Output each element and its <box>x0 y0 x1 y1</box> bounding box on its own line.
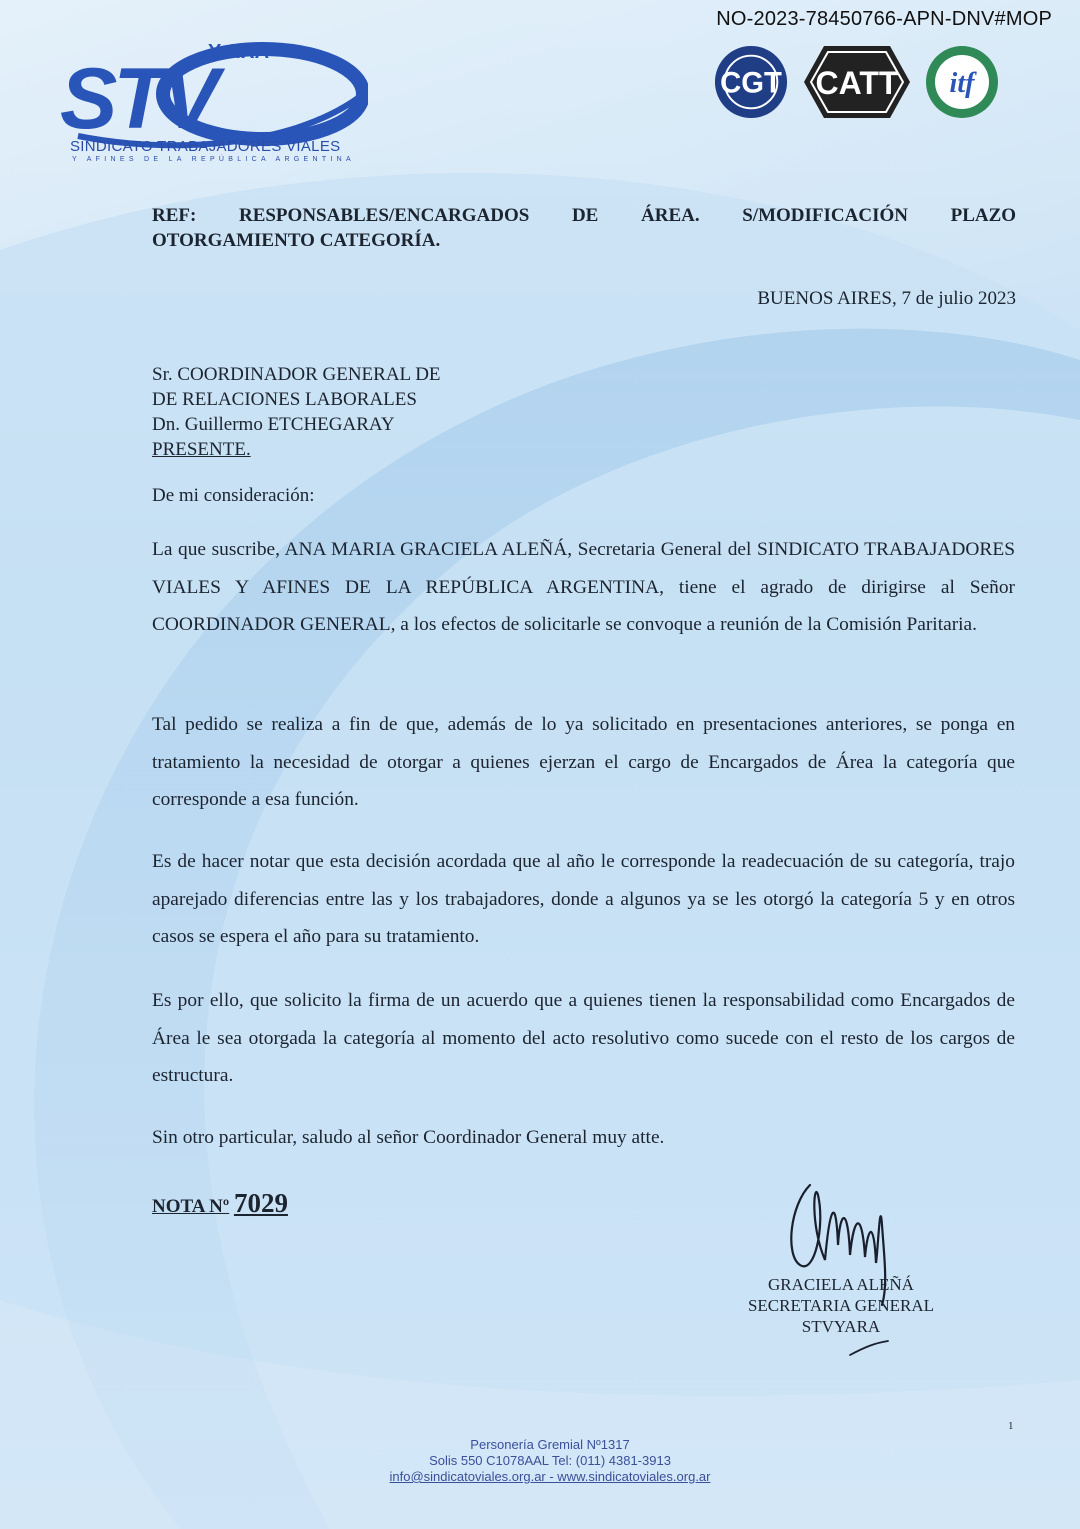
letter-footer <box>300 1437 800 1485</box>
org-name: SINDICATO TRABAJADORES VIALES <box>70 138 341 155</box>
body-paragraph-4: Es por ello, que solicito la firma de un acuerdo que a quienes tienen la responsabilidad como Encargados de Área le sea otorgada la categoría al momento del acto resolutivo como sucede con el resto de los cargos de estructura. <box>152 990 1015 1086</box>
body-paragraph-3: Es de hacer notar que esta decisión acordada que al año le corresponde la readecuación de su categoría, trajo aparejado diferencias entre las y los trabajadores, donde a algunos ya se les otorgó la categoría 5 y en otros casos se espera el año para su tratamiento. <box>152 851 1015 947</box>
reference-word: PLAZO <box>950 205 1017 226</box>
signatory-org: STVYARA <box>801 1317 881 1336</box>
svg-text:CATT: CATT <box>815 65 899 101</box>
closing-line: Sin otro particular, saludo al señor Coordinador General muy atte. <box>152 1127 665 1148</box>
letter-date: BUENOS AIRES, 7 de julio 2023 <box>757 288 1016 309</box>
document-id: NO-2023-78450766-APN-DNV#MOP <box>716 8 1052 30</box>
footer-personeria: Personería Gremial Nº1317 <box>470 1437 630 1452</box>
reference-word: S/MODIFICACIÓN <box>742 205 908 226</box>
reference-label: REF: <box>152 205 197 226</box>
itf-logo-icon <box>924 44 1000 120</box>
footer-address: Solis 550 C1078AAL Tel: (011) 4381-3913 <box>429 1453 671 1468</box>
addressee-line: Sr. COORDINADOR GENERAL DE <box>152 364 441 385</box>
nota-number <box>152 1188 288 1219</box>
svg-text:itf: itf <box>949 68 975 99</box>
greeting: De mi consideración: <box>152 485 315 506</box>
reference-line-1 <box>152 203 1016 228</box>
signatory-title: SECRETARIA GENERAL <box>747 1296 935 1315</box>
svg-text:Y ARA: Y ARA <box>208 41 270 63</box>
addressee-line: DE RELACIONES LABORALES <box>152 389 417 410</box>
footer-contact-links[interactable]: info@sindicatoviales.org.ar - www.sindicatoviales.org.ar <box>389 1469 711 1484</box>
body-paragraph-1: La que suscribe, ANA MARIA GRACIELA ALEÑÁ, Secretaria General del SINDICATO TRABAJADORES VIALES Y AFINES DE LA REPÚBLICA ARGENTINA, tiene el agrado de dirigirse al Señor COORDINADOR GENERAL, a los efectos de solicitarle se convoque a reunión de la Comisión Paritaria. <box>152 539 1015 635</box>
addressee-block <box>152 362 441 462</box>
org-subline: Y AFINES DE LA REPÚBLICA ARGENTINA <box>72 156 356 163</box>
svg-text:CGT: CGT <box>720 67 782 100</box>
reference-line-2: OTORGAMIENTO CATEGORÍA. <box>152 230 441 251</box>
cgt-seal-icon <box>712 44 790 120</box>
reference-word: ÁREA. <box>641 205 700 226</box>
page-number: 1 <box>1008 1420 1014 1432</box>
nota-value: 7029 <box>233 1188 288 1218</box>
nota-label: NOTA Nº <box>152 1196 230 1217</box>
svg-text:STV: STV <box>60 51 216 147</box>
signature-block <box>746 1274 936 1337</box>
body-paragraph-2: Tal pedido se realiza a fin de que, además de lo ya solicitado en presentaciones anteriores, se ponga en tratamiento la necesidad de otorgar a quienes ejerzan el cargo de Encargados de Área la categoría que corresponde a esa función. <box>152 714 1015 810</box>
addressee-presente: PRESENTE. <box>152 439 251 460</box>
addressee-line: Dn. Guillermo ETCHEGARAY <box>152 414 395 435</box>
signatory-name: GRACIELA ALEÑÁ <box>768 1275 914 1294</box>
reference-word: RESPONSABLES/ENCARGADOS <box>238 205 530 226</box>
catt-logo-icon <box>802 44 912 120</box>
reference-word: DE <box>571 205 599 226</box>
